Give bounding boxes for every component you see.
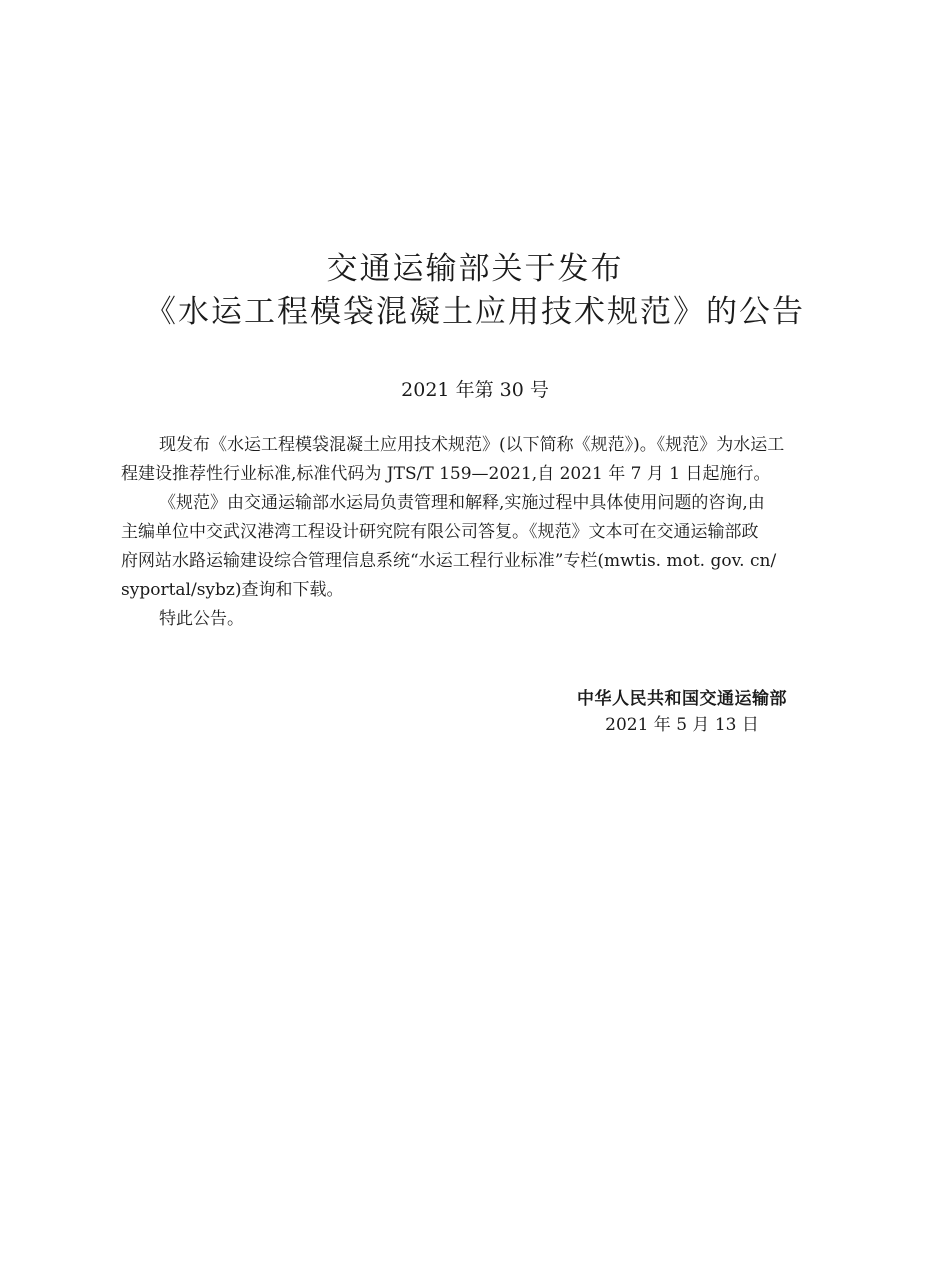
issue-date: 2021 年 5 月 13 日: [605, 715, 759, 735]
paragraph-line: 主编单位中交武汉港湾工程设计研究院有限公司答复。《规范》文本可在交通运输部政: [121, 522, 759, 542]
paragraph-line: syportal/sybz)查询和下载。: [121, 580, 344, 600]
announcement-title-line-1: 交通运输部关于发布: [326, 251, 624, 287]
paragraph-line: 现发布《水运工程模袋混凝土应用技术规范》(以下简称《规范》)。《规范》为水运工: [159, 435, 785, 455]
paragraph-line: 府网站水路运输建设综合管理信息系统“水运工程行业标准”专栏(mwtis. mot. gov. cn/: [121, 551, 777, 571]
paragraph-management: [121, 489, 831, 605]
paragraph-line: 《规范》由交通运输部水运局负责管理和解释,实施过程中具体使用问题的咨询,由: [159, 493, 765, 513]
paragraph-closing: [121, 605, 831, 634]
document-number: 2021 年第 30 号: [401, 379, 549, 401]
signature-block: [562, 686, 802, 738]
announcement-title-line-2: 《水运工程模袋混凝土应用技术规范》的公告: [145, 294, 805, 330]
issuing-organization: 中华人民共和国交通运输部: [577, 689, 787, 709]
paragraph-line: 程建设推荐性行业标准,标准代码为 JTS/T 159—2021,自 2021 年 7 月 1 日起施行。: [121, 464, 771, 484]
paragraph-line: 特此公告。: [159, 609, 244, 629]
paragraph-publication: [121, 431, 831, 489]
